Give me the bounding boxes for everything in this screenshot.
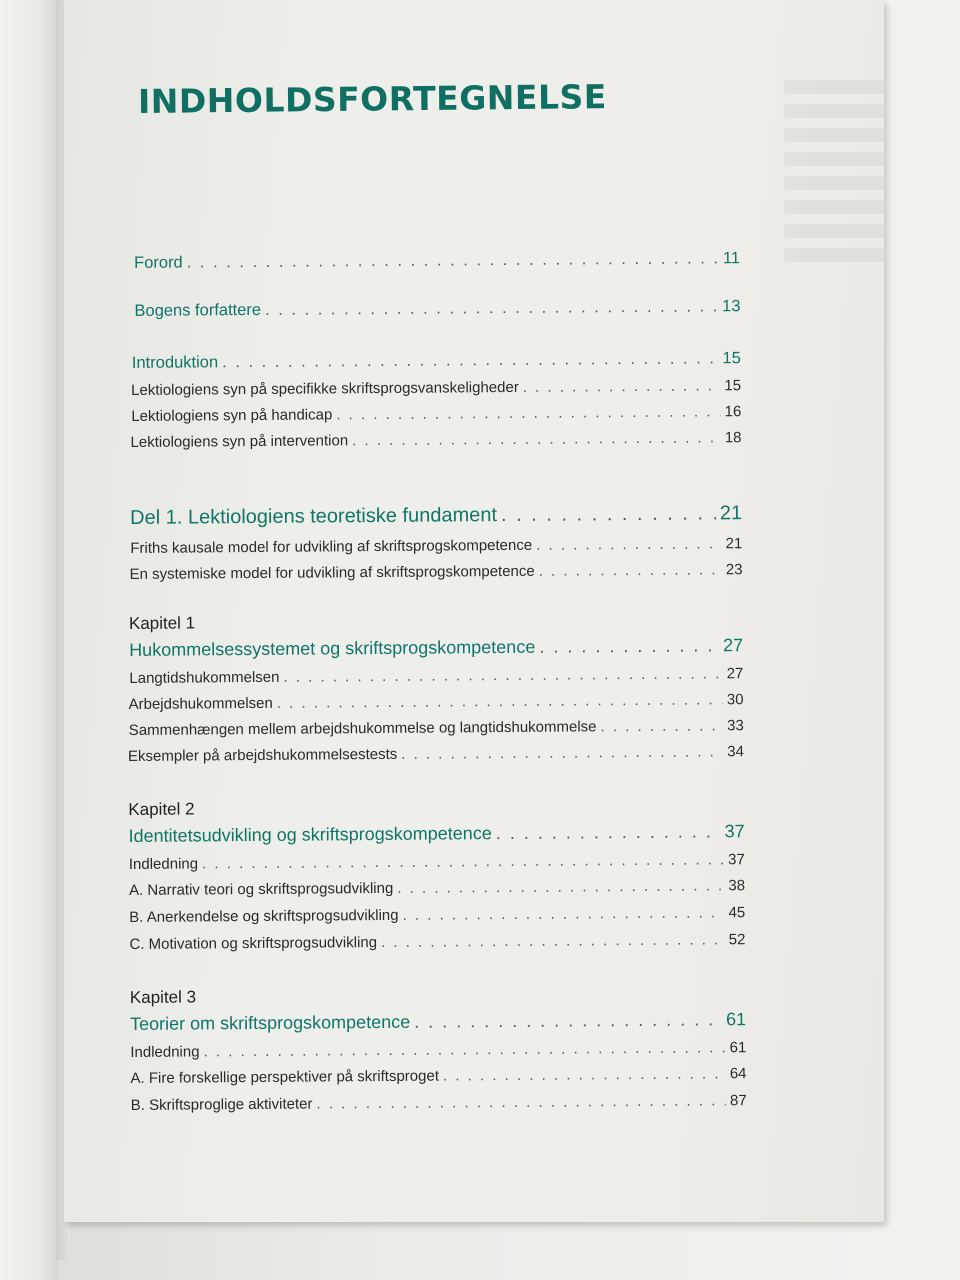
toc-subentry: A. Narrativ teori og skriftsprogsudvikling . . . 38 (129, 877, 745, 899)
show-through-text (784, 70, 884, 272)
toc-subentry: B. Anerkendelse og skriftsprogsudvikling . . . 45 (129, 904, 745, 926)
facing-page-edge (0, 0, 58, 1280)
toc-entry: Introduktion . . . 15 (132, 349, 741, 373)
toc-chapter-heading: Hukommelsessystemet og skriftsprogskompetence . . . 27 (129, 635, 743, 661)
toc-subentry: Eksempler på arbejdshukommelsestests . . . 34 (128, 743, 744, 765)
toc-subentry: Arbejdshukommelsen . . . 30 (129, 691, 744, 713)
toc-entry: Bogens forfattere . . . 13 (134, 297, 740, 321)
chapter-label: Kapitel 2 (128, 799, 195, 819)
toc-subentry: Indledning . . . 37 (129, 851, 745, 873)
toc-subentry: B. Skriftsproglige aktiviteter . . . 87 (131, 1092, 747, 1114)
toc-subentry: Lektiologiens syn på intervention . . . 18 (130, 429, 741, 451)
toc-subentry: En systemiske model for udvikling af skriftsprogskompetence . . . 23 (129, 561, 742, 583)
toc-entry: Forord . . . 11 (134, 249, 740, 273)
chapter-label: Kapitel 3 (129, 987, 197, 1007)
page-title: INDHOLDSFORTEGNELSE (137, 77, 607, 121)
book-page (64, 0, 884, 1222)
toc-subentry: C. Motivation og skriftsprogsudvikling . . . 52 (129, 931, 745, 953)
toc-subentry: Langtidshukommelsen . . . 27 (129, 665, 743, 687)
toc-part-heading: Del 1. Lektiologiens teoretiske fundament . . . 21 (130, 502, 742, 530)
toc-subentry: Sammenhængen mellem arbejdshukommelse og langtidshukommelse . . . 33 (129, 717, 744, 739)
toc-chapter-heading: Identitetsudvikling og skriftsprogskompetence . . . 37 (129, 821, 745, 847)
toc-subentry: A. Fire forskellige perspektiver på skriftsproget . . . 64 (130, 1065, 746, 1087)
toc-chapter-heading: Teorier om skriftsprogskompetence . . . 61 (130, 1009, 746, 1035)
toc-subentry: Indledning . . . 61 (130, 1039, 746, 1061)
toc-subentry: Friths kausale model for udvikling af skriftsprogskompetence . . . 21 (130, 535, 742, 557)
toc-subentry: Lektiologiens syn på specifikke skriftsprogsvanskeligheder . . . 15 (131, 377, 741, 399)
toc-subentry: Lektiologiens syn på handicap . . . 16 (131, 403, 741, 425)
chapter-label: Kapitel 1 (128, 613, 196, 633)
